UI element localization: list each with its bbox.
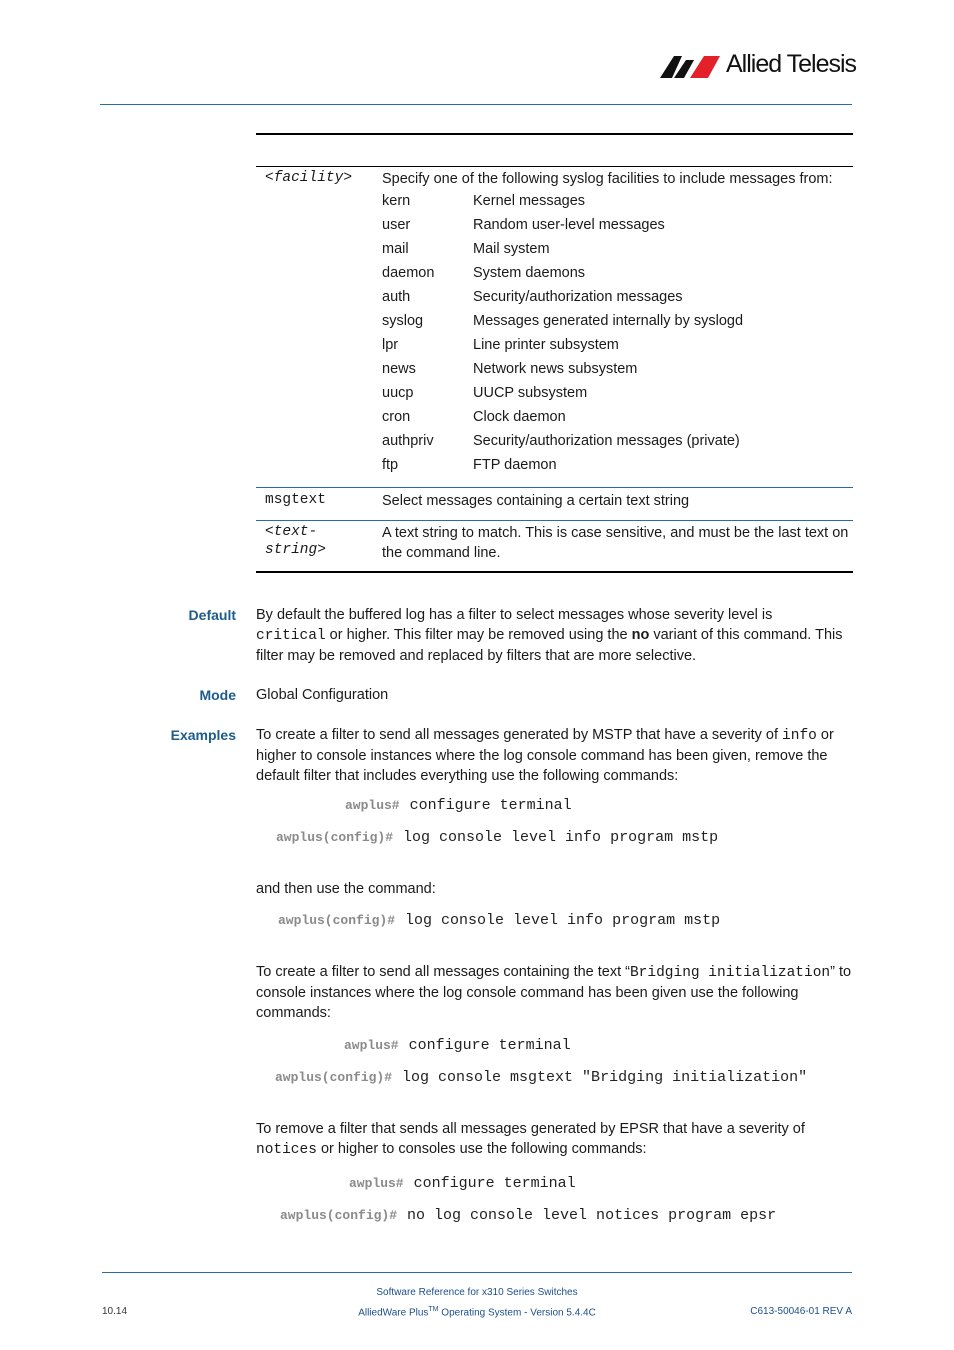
cli-prompt: awplus(config)# bbox=[275, 1070, 393, 1085]
cli-prompt: awplus(config)# bbox=[280, 1208, 398, 1223]
cli-command: log console level info program mstp bbox=[405, 912, 721, 929]
example3-text: To remove a filter that sends all messages generated by EPSR that have a severity of notices or higher to consoles use the following commands: bbox=[256, 1121, 805, 1158]
command-line bbox=[280, 1207, 776, 1224]
header-rule bbox=[100, 104, 852, 105]
footer-title: Software Reference for x310 Series Switches bbox=[376, 1287, 578, 1298]
facility-name: daemon bbox=[382, 265, 435, 281]
command-line bbox=[275, 1069, 807, 1086]
command-line bbox=[276, 829, 718, 846]
facility-description: Security/authorization messages bbox=[473, 289, 683, 305]
facility-description: Clock daemon bbox=[473, 409, 566, 425]
mode-heading: Mode bbox=[199, 687, 236, 703]
param-text-string-1: <text- bbox=[265, 524, 318, 540]
page-number: 10.14 bbox=[102, 1306, 128, 1317]
command-line bbox=[344, 1037, 571, 1054]
document-code: C613-50046-01 REV A bbox=[750, 1306, 852, 1317]
facility-name: mail bbox=[382, 241, 409, 257]
cli-prompt: awplus(config)# bbox=[276, 830, 394, 845]
facility-intro: Specify one of the following syslog facilities to include messages from: bbox=[382, 171, 833, 187]
facility-description: Network news subsystem bbox=[473, 361, 638, 377]
facility-description: Mail system bbox=[473, 241, 550, 257]
footer-rule bbox=[102, 1272, 852, 1273]
table-header-rule bbox=[256, 166, 853, 167]
allied-telesis-logo bbox=[660, 50, 855, 80]
cli-prompt: awplus(config)# bbox=[278, 913, 396, 928]
facility-description: Line printer subsystem bbox=[473, 337, 619, 353]
facility-description: UUCP subsystem bbox=[473, 385, 588, 401]
then-text: and then use the command: bbox=[256, 881, 436, 897]
facility-description: FTP daemon bbox=[473, 457, 557, 473]
brand-name: Allied Telesis bbox=[726, 50, 857, 78]
default-heading: Default bbox=[188, 607, 236, 623]
facility-name: ftp bbox=[382, 457, 399, 473]
default-code: critical bbox=[256, 628, 326, 644]
facility-name: news bbox=[382, 361, 416, 377]
table-top-rule bbox=[256, 133, 853, 135]
cli-prompt: awplus# bbox=[349, 1176, 404, 1191]
param-facility: <facility> bbox=[265, 170, 353, 186]
facility-name: syslog bbox=[382, 313, 424, 329]
cli-command: configure terminal bbox=[409, 797, 572, 814]
table-bottom-rule bbox=[256, 571, 853, 573]
example2-text: To create a filter to send all messages containing the text “Bridging initialization” to console instances where the log console command has been given use the following commands: bbox=[256, 964, 852, 1021]
facility-description: System daemons bbox=[473, 265, 586, 281]
facility-description: Kernel messages bbox=[473, 193, 586, 209]
cli-command: configure terminal bbox=[408, 1037, 571, 1054]
mode-text: Global Configuration bbox=[256, 687, 389, 703]
command-line bbox=[278, 912, 720, 929]
cli-command: log console level info program mstp bbox=[403, 829, 719, 846]
facility-name: auth bbox=[382, 289, 411, 305]
row-divider bbox=[256, 487, 853, 488]
text-string-desc: A text string to match. This is case sensitive, and must be the last text on the command line. bbox=[382, 525, 849, 561]
footer-product: AlliedWare Plus™ Operating System - Version 5.4.4C bbox=[358, 1306, 596, 1319]
example1-text: To create a filter to send all messages generated by MSTP that have a severity of info or higher to console instances where the log console command has been given, remove the default filter that includes everything use the following commands: bbox=[256, 727, 834, 784]
facility-description: Random user-level messages bbox=[473, 217, 665, 233]
command-line bbox=[345, 797, 572, 814]
facility-name: cron bbox=[382, 409, 411, 425]
facility-description: Security/authorization messages (private) bbox=[473, 433, 740, 449]
examples-heading: Examples bbox=[170, 727, 236, 743]
facility-name: lpr bbox=[382, 337, 399, 353]
msgtext-desc: Select messages containing a certain text string bbox=[382, 493, 690, 509]
cli-prompt: awplus# bbox=[345, 798, 400, 813]
cli-command: no log console level notices program epsr bbox=[407, 1207, 777, 1224]
facility-name: uucp bbox=[382, 385, 414, 401]
row-divider bbox=[256, 520, 853, 521]
logo-mark-icon bbox=[660, 56, 722, 78]
command-line bbox=[349, 1175, 576, 1192]
facility-name: authpriv bbox=[382, 433, 434, 449]
cli-command: log console msgtext "Bridging initialization" bbox=[402, 1069, 808, 1086]
facility-name: user bbox=[382, 217, 411, 233]
param-text-string-2: string> bbox=[265, 542, 326, 558]
facility-name: kern bbox=[382, 193, 411, 209]
default-text: By default the buffered log has a filter to select messages whose severity level is critical or higher. This filter may be removed using the no variant of this command. This filter may be removed and replaced by filters that are more selective. bbox=[256, 607, 843, 664]
cli-prompt: awplus# bbox=[344, 1038, 399, 1053]
param-msgtext: msgtext bbox=[265, 492, 326, 508]
facility-description: Messages generated internally by syslogd bbox=[473, 313, 744, 329]
cli-command: configure terminal bbox=[413, 1175, 576, 1192]
